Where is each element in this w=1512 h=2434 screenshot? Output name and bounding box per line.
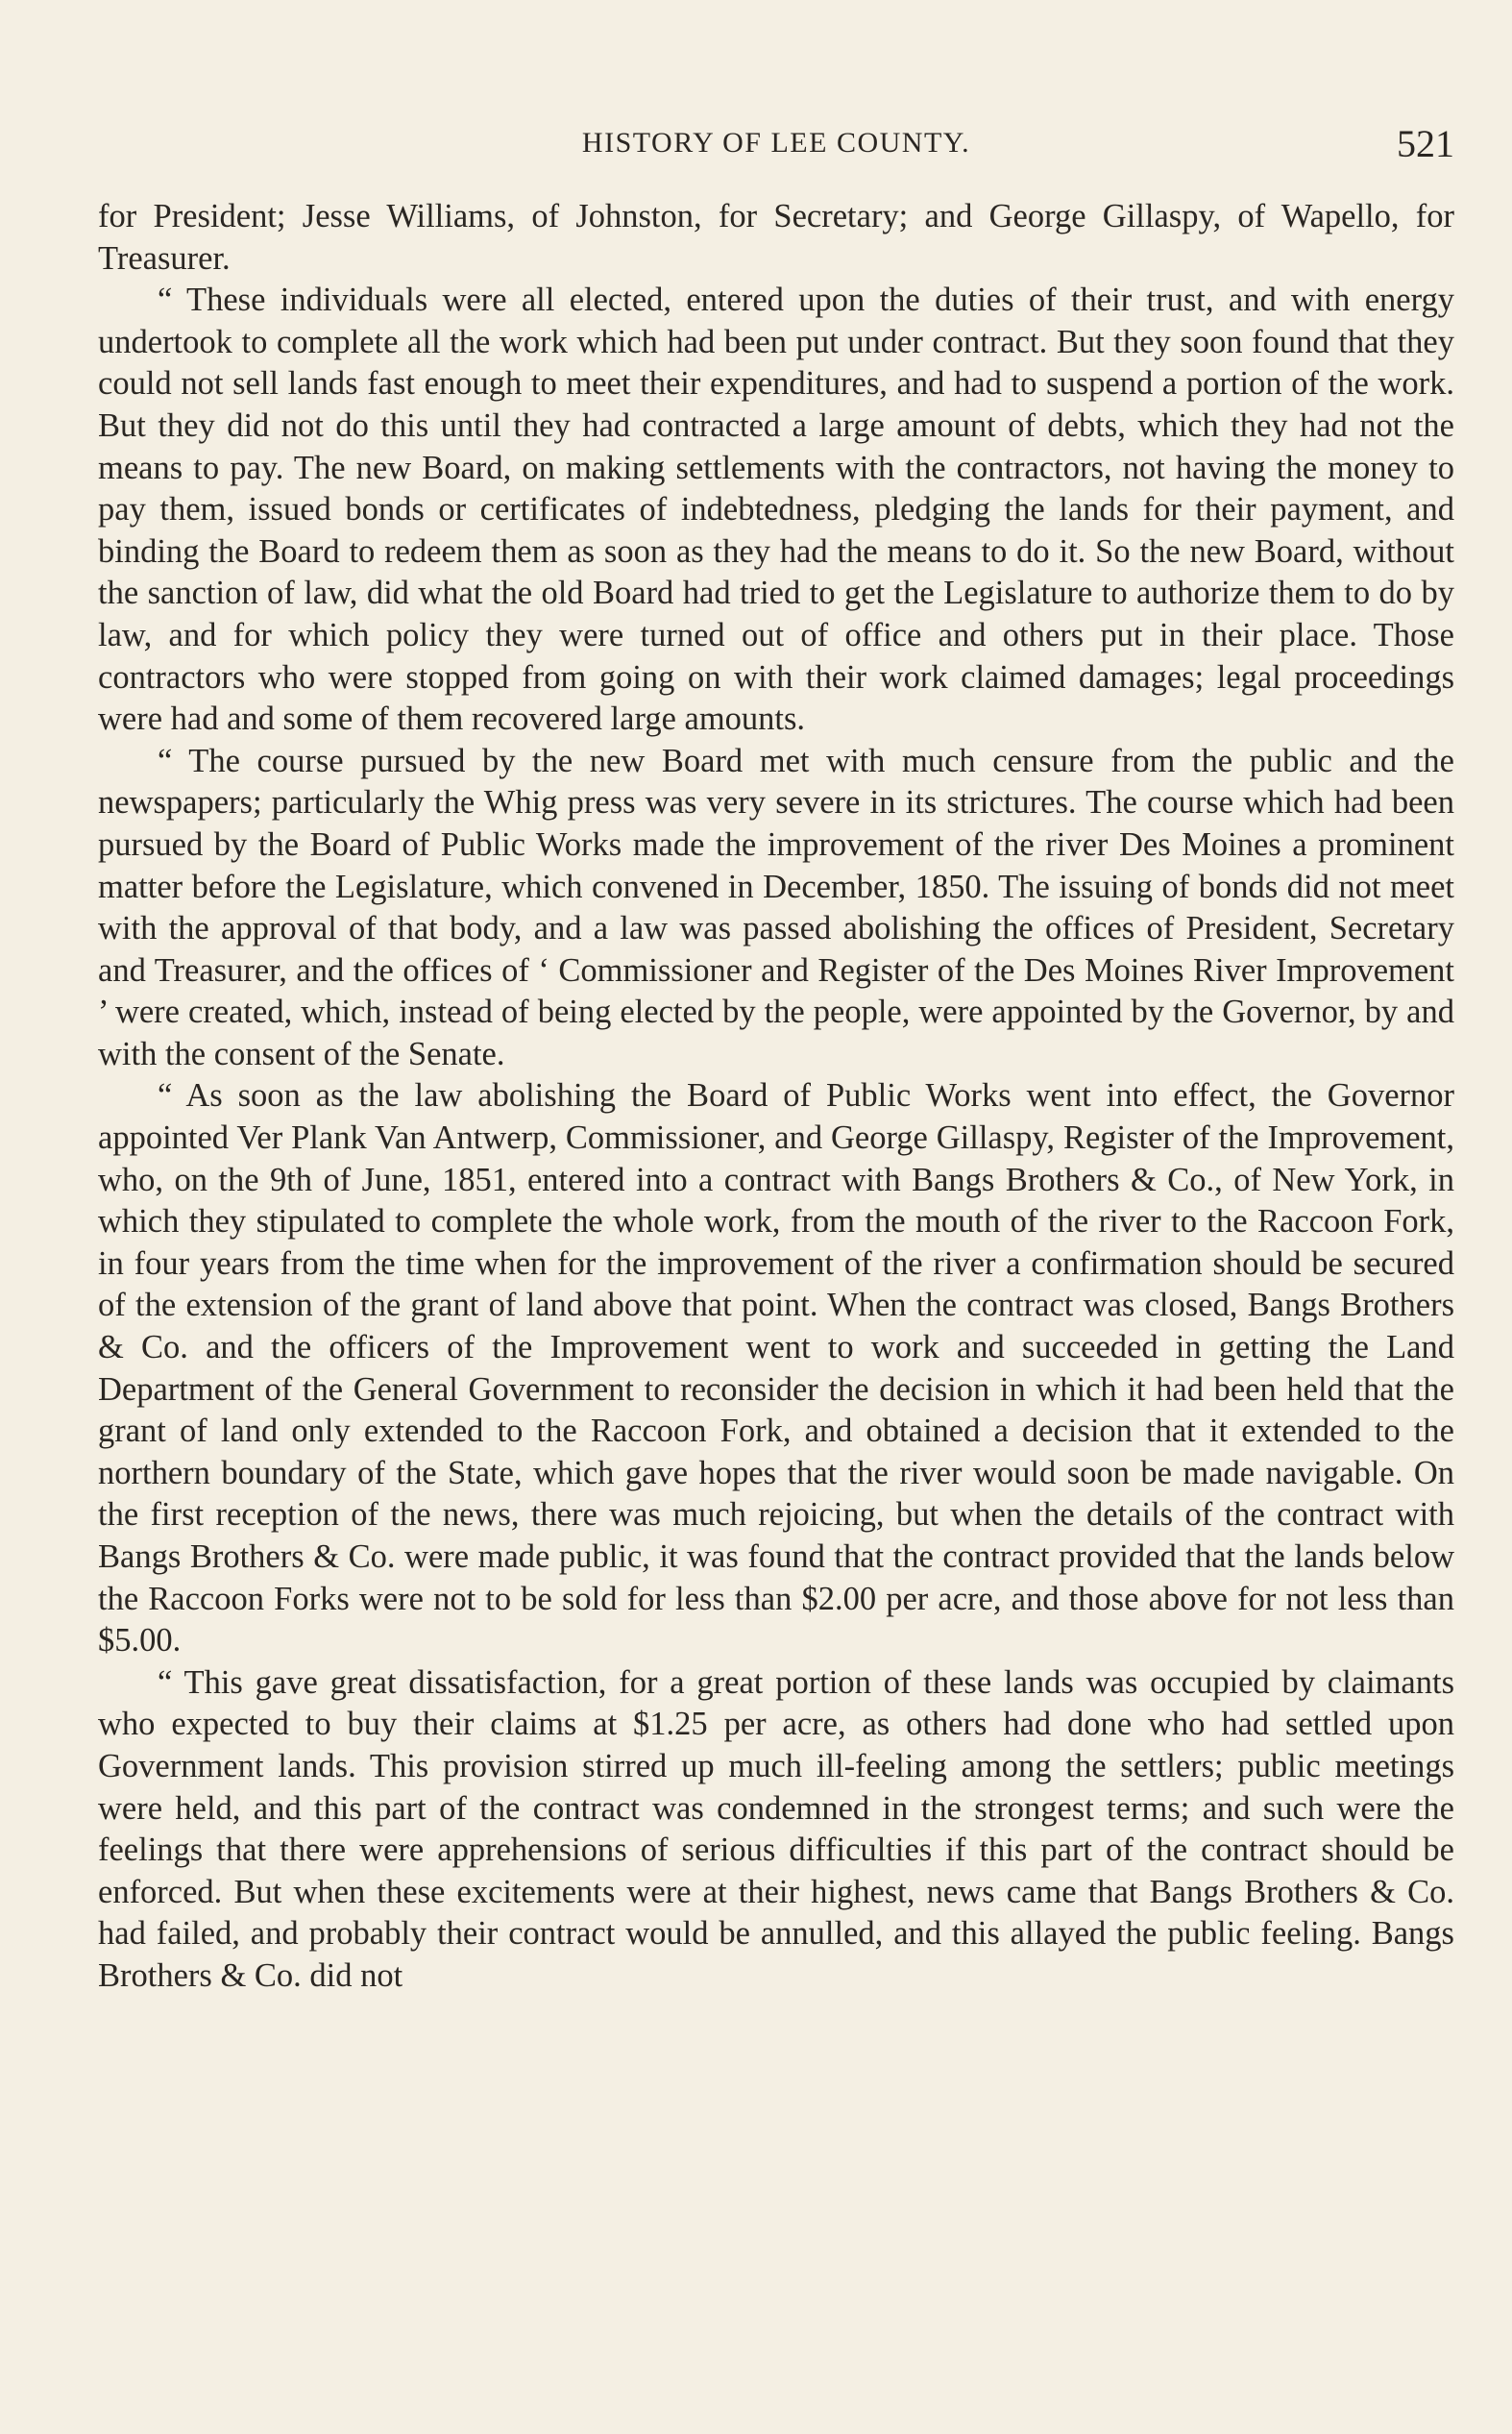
body-text	[98, 196, 1454, 1998]
paragraph: “ As soon as the law abolishing the Board of Public Works went into effect, the Governor appointed Ver Plank Van Antwerp, Commissioner, and George Gillaspy, Register of the Improvement, who, on the 9th of June, 1851, entered into a contract with Bangs Brothers & Co., of New York, in which they stipulated to complete the whole work, from the mouth of the river to the Raccoon Fork, in four years from the time when for the improvement of the river a confirmation should be secured of the extension of the grant of land above that point. When the contract was closed, Bangs Brothers & Co. and the officers of the Improvement went to work and succeeded in getting the Land Department of the General Government to reconsider the decision in which it had been held that the grant of land only extended to the Raccoon Fork, and obtained a decision that it extended to the northern boundary of the State, which gave hopes that the river would soon be made navigable. On the first reception of the news, there was much rejoicing, but when the details of the contract with Bangs Brothers & Co. were made public, it was found that the contract provided that the lands below the Raccoon Forks were not to be sold for less than $2.00 per acre, and those above for not less than $5.00.	[98, 1077, 1454, 1660]
paragraph: “ These individuals were all elected, entered upon the duties of their trust, and with energy undertook to complete all the work which had been put under contract. But they soon found that they could not sell lands fast enough to meet their expenditures, and had to suspend a portion of the work. But they did not do this until they had contracted a large amount of debts, which they had not the means to pay. The new Board, on making settlements with the contractors, not having the money to pay them, issued bonds or certificates of indebtedness, pledging the lands for their payment, and binding the Board to redeem them as soon as they had the means to do it. So the new Board, without the sanction of law, did what the old Board had tried to get the Legislature to authorize them to do by law, and for which policy they were turned out of office and others put in their place. Those contractors who were stopped from going on with their work claimed damages; legal proceedings were had and some of them recovered large amounts.	[98, 282, 1454, 738]
page-number: 521	[1397, 122, 1454, 165]
paragraph: “ This gave great dissatisfaction, for a great portion of these lands was occupied by claimants who expected to buy their claims at $1.25 per acre, as others had done who had settled upon Government lands. This provision stirred up much ill-feeling among the settlers; public meetings were held, and this part of the contract was condemned in the strongest terms; and such were the feelings that there were apprehensions of serious difficulties if this part of the contract should be enforced. But when these excitements were at their highest, news came that Bangs Brothers & Co. had failed, and probably their contract would be annulled, and this allayed the public feeling. Bangs Brothers & Co. did not	[98, 1663, 1454, 1994]
paragraph-continuation: for President; Jesse Williams, of Johnston, for Secretary; and George Gillaspy, of Wapello, for Treasurer.	[98, 198, 1454, 277]
running-head	[98, 121, 1454, 163]
running-title: HISTORY OF LEE COUNTY.	[581, 127, 971, 159]
paragraph: “ The course pursued by the new Board met with much censure from the public and the newspapers; particularly the Whig press was very severe in its strictures. The course which had been pursued by the Board of Public Works made the improvement of the river Des Moines a prominent matter before the Legislature, which convened in December, 1850. The issuing of bonds did not meet with the approval of that body, and a law was passed abolishing the offices of President, Secretary and Treasurer, and the offices of ‘ Commissioner and Register of the Des Moines River Improvement ’ were created, which, instead of being elected by the people, were appointed by the Governor, by and with the consent of the Senate.	[98, 742, 1454, 1072]
